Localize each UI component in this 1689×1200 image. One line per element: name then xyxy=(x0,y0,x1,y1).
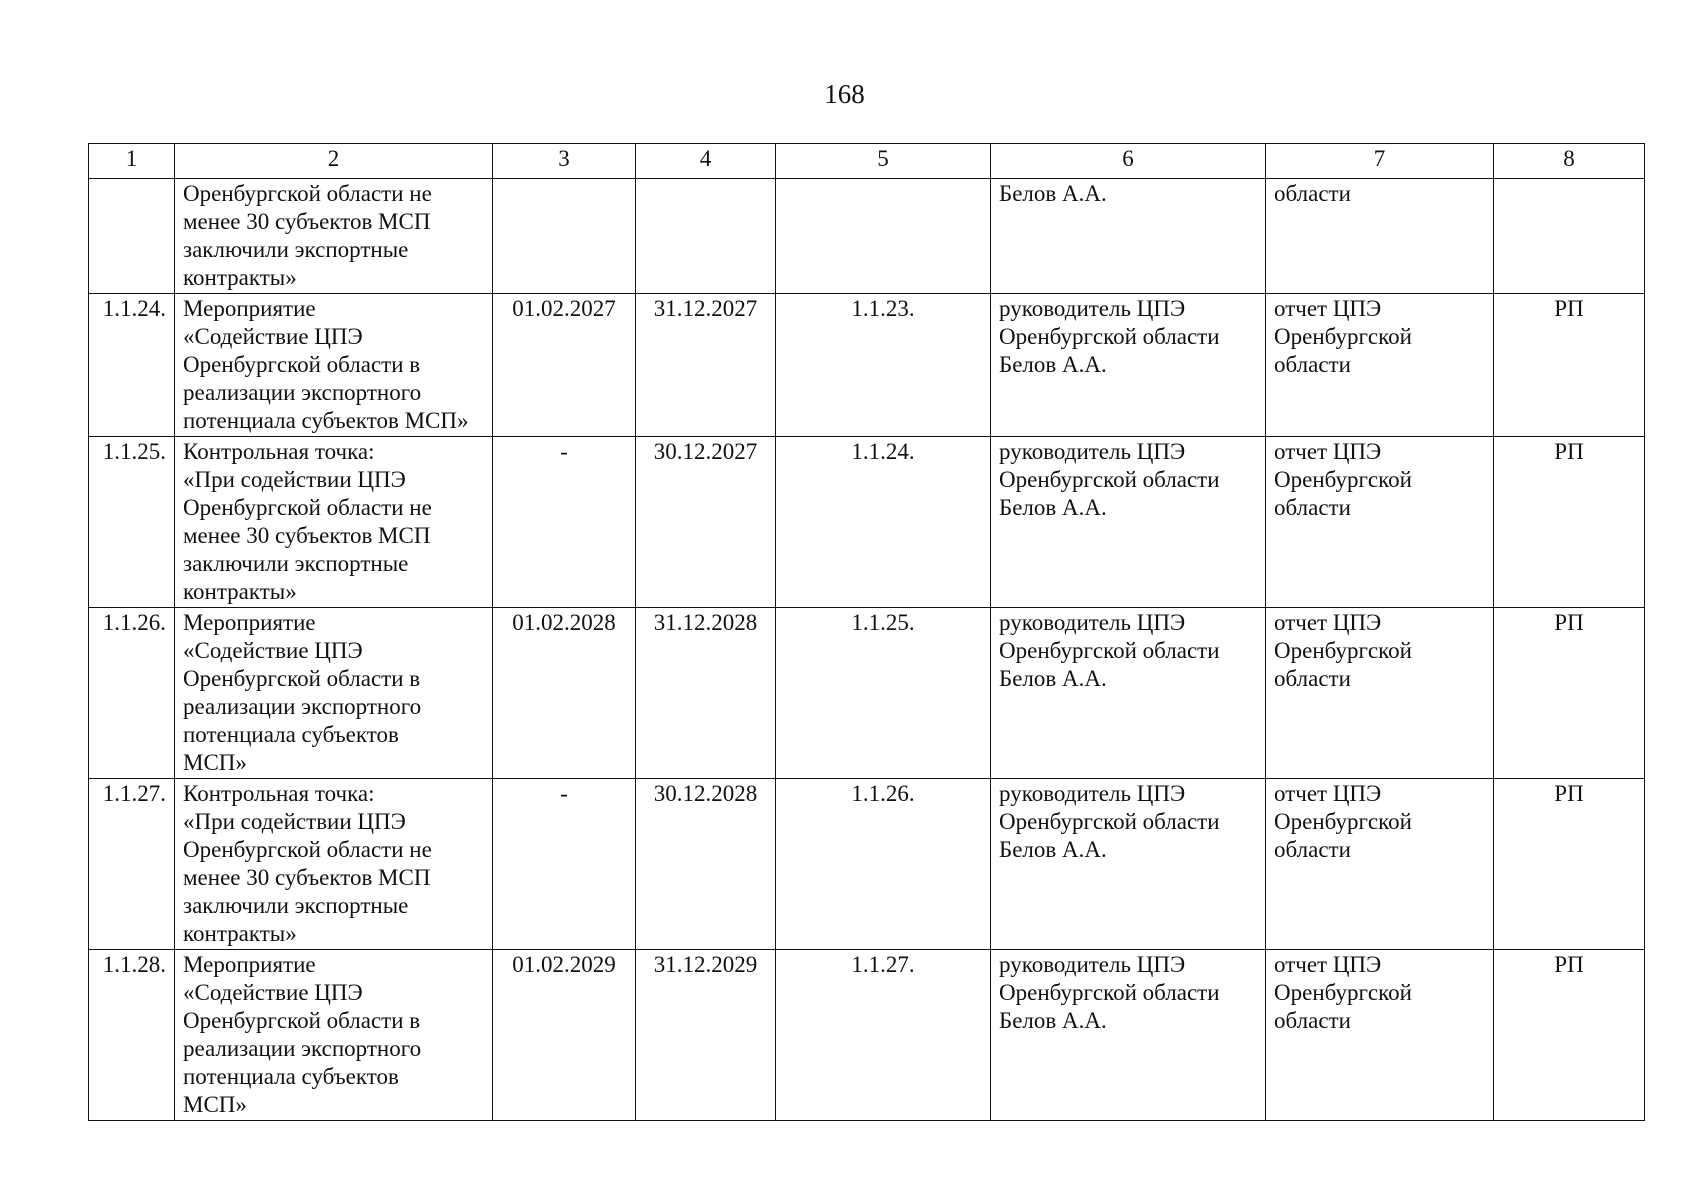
row-responsible: руководитель ЦПЭ Оренбургской области Белов А.А. xyxy=(991,779,1266,950)
row-result: отчет ЦПЭ Оренбургской области xyxy=(1266,779,1494,950)
row-result: отчет ЦПЭ Оренбургской области xyxy=(1266,608,1494,779)
row-number: 1.1.24. xyxy=(89,294,175,437)
row-start-date: 01.02.2029 xyxy=(493,950,636,1121)
row-start-date: - xyxy=(493,779,636,950)
row-description: Мероприятие «Содействие ЦПЭ Оренбургской области в реализации экспортного потенциала субъектов МСП» xyxy=(175,608,493,779)
row-description: Оренбургской области не менее 30 субъектов МСП заключили экспортные контракты» xyxy=(175,179,493,294)
row-end-date xyxy=(636,179,776,294)
header-col-7: 7 xyxy=(1266,144,1494,179)
row-level: РП xyxy=(1494,294,1645,437)
header-col-2: 2 xyxy=(175,144,493,179)
row-result: области xyxy=(1266,179,1494,294)
plan-table xyxy=(88,143,1645,1121)
header-col-6: 6 xyxy=(991,144,1266,179)
table-row xyxy=(89,779,1645,950)
row-responsible: руководитель ЦПЭ Оренбургской области Белов А.А. xyxy=(991,950,1266,1121)
row-description: Мероприятие «Содействие ЦПЭ Оренбургской области в реализации экспортного потенциала субъектов МСП» xyxy=(175,294,493,437)
table-row xyxy=(89,608,1645,779)
row-result: отчет ЦПЭ Оренбургской области xyxy=(1266,294,1494,437)
row-number: 1.1.27. xyxy=(89,779,175,950)
row-responsible: Белов А.А. xyxy=(991,179,1266,294)
table-row xyxy=(89,437,1645,608)
row-responsible: руководитель ЦПЭ Оренбургской области Белов А.А. xyxy=(991,294,1266,437)
header-row xyxy=(89,144,1645,179)
row-level: РП xyxy=(1494,608,1645,779)
row-predecessor: 1.1.23. xyxy=(776,294,991,437)
header-col-3: 3 xyxy=(493,144,636,179)
row-description: Мероприятие «Содействие ЦПЭ Оренбургской области в реализации экспортного потенциала субъектов МСП» xyxy=(175,950,493,1121)
row-result: отчет ЦПЭ Оренбургской области xyxy=(1266,437,1494,608)
row-responsible: руководитель ЦПЭ Оренбургской области Белов А.А. xyxy=(991,608,1266,779)
row-description: Контрольная точка: «При содействии ЦПЭ Оренбургской области не менее 30 субъектов МСП заключили экспортные контракты» xyxy=(175,437,493,608)
header-col-8: 8 xyxy=(1494,144,1645,179)
header-col-1: 1 xyxy=(89,144,175,179)
row-end-date: 30.12.2027 xyxy=(636,437,776,608)
row-predecessor: 1.1.25. xyxy=(776,608,991,779)
row-number: 1.1.28. xyxy=(89,950,175,1121)
row-start-date: - xyxy=(493,437,636,608)
row-predecessor: 1.1.27. xyxy=(776,950,991,1121)
row-level xyxy=(1494,179,1645,294)
row-number: 1.1.25. xyxy=(89,437,175,608)
row-start-date: 01.02.2028 xyxy=(493,608,636,779)
row-end-date: 31.12.2028 xyxy=(636,608,776,779)
row-predecessor: 1.1.24. xyxy=(776,437,991,608)
row-number: 1.1.26. xyxy=(89,608,175,779)
row-result: отчет ЦПЭ Оренбургской области xyxy=(1266,950,1494,1121)
row-level: РП xyxy=(1494,779,1645,950)
header-col-5: 5 xyxy=(776,144,991,179)
row-level: РП xyxy=(1494,437,1645,608)
row-end-date: 31.12.2027 xyxy=(636,294,776,437)
row-end-date: 30.12.2028 xyxy=(636,779,776,950)
row-end-date: 31.12.2029 xyxy=(636,950,776,1121)
row-predecessor: 1.1.26. xyxy=(776,779,991,950)
row-start-date xyxy=(493,179,636,294)
row-responsible: руководитель ЦПЭ Оренбургской области Белов А.А. xyxy=(991,437,1266,608)
row-predecessor xyxy=(776,179,991,294)
row-start-date: 01.02.2027 xyxy=(493,294,636,437)
table-row xyxy=(89,950,1645,1121)
header-col-4: 4 xyxy=(636,144,776,179)
row-level: РП xyxy=(1494,950,1645,1121)
row-description: Контрольная точка: «При содействии ЦПЭ Оренбургской области не менее 30 субъектов МСП заключили экспортные контракты» xyxy=(175,779,493,950)
table-row xyxy=(89,294,1645,437)
row-number xyxy=(89,179,175,294)
page-number: 168 xyxy=(824,79,865,109)
table-row xyxy=(89,179,1645,294)
